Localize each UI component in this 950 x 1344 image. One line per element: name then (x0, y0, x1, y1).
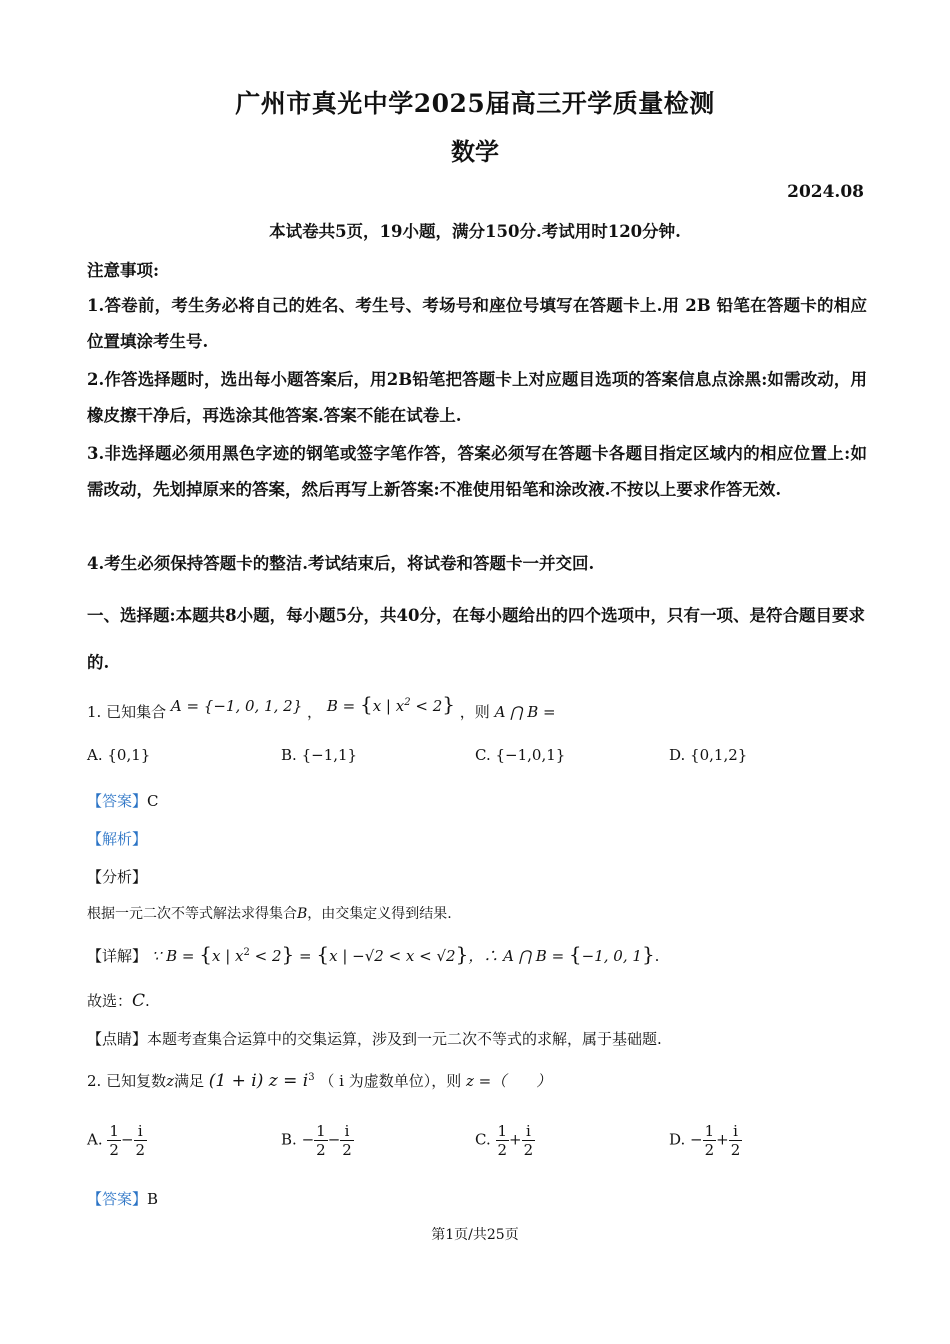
q2-option-d: D. − $\frac{1}{2}$ + $\frac{i}{2}$ (669, 1122, 741, 1159)
q2-option-c: C. $\frac{1}{2}$ + $\frac{i}{2}$ (475, 1122, 534, 1159)
page-footer: 第1页/共25页 (431, 1227, 519, 1243)
notes-heading: 注意事项: (87, 261, 160, 280)
q2-option-a: A. $\frac{1}{2}$ − $\frac{i}{2}$ (87, 1122, 146, 1159)
q1-detail: 【详解】 ∵ B = {x | $x^2 < 2\} = \{x$ | −√2 < x < √2}，∴ A ⋂ B = {−1, 0, 1}. (87, 942, 660, 966)
section-heading: 一、选择题:本题共8小题，每小题5分，共40分，在每小题给出的四个选项中，只有一项、是符合题目要求的. (87, 606, 866, 672)
q1-option-a: A. {0,1} (87, 746, 151, 764)
q1-fenxi: 根据一元二次不等式解法求得集合B，由交集定义得到结果. (87, 906, 452, 922)
note-item: 4.考生必须保持答题卡的整洁.考试结束后，将试卷和答题卡一并交回. (87, 554, 595, 573)
q1-fenxi-tag: 【分析】 (87, 868, 148, 886)
note-item: 2.作答选择题时，选出每小题答案后，用2B铅笔把答题卡上对应题目选项的答案信息点涂黑:如需改动，用橡皮擦干净后，再选涂其他答案.答案不能在试卷上. (87, 370, 867, 425)
q1-option-c: C. {−1,0,1} (475, 746, 566, 764)
note-item: 3.非选择题必须用黑色字迹的钢笔或签字笔作答，答案必须写在答题卡各题目指定区域内的相应位置上:如需改动，先划掉原来的答案，然后再写上新答案:不准使用铅笔和涂改液.不按以上要求作答无效. (87, 444, 867, 499)
exam-info: 本试卷共5页，19小题，满分150分.考试用时120分钟. (269, 222, 681, 241)
exam-subject: 数学 (451, 137, 499, 166)
exam-title: 广州市真光中学2025届高三开学质量检测 (235, 89, 715, 118)
q1-comment: 【点睛】本题考查集合运算中的交集运算，涉及到一元二次不等式的求解，属于基础题. (87, 1030, 662, 1048)
q1-answer: 【答案】C (87, 792, 159, 810)
q1-analysis-tag: 【解析】 (87, 830, 148, 848)
q2-option-b: B. − $\frac{1}{2}$ − $\frac{i}{2}$ (281, 1122, 352, 1159)
question-1: 1. 已知集合 A = {−1, 0, 1, 2} ， B = {x | $x^2 < 2$} ，则 A ⋂ B = (87, 692, 556, 721)
exam-date: 2024.08 (787, 182, 864, 202)
q1-option-b: B. {−1,1} (281, 746, 358, 764)
q2-answer: 【答案】B (87, 1190, 159, 1208)
q1-option-d: D. {0,1,2} (669, 746, 748, 764)
q1-choose: 故选：C. (87, 991, 150, 1011)
question-2: 2. 已知复数z满足 (1 + i) $z = i^3$ （ i 为虚数单位），则 z =（ ） (87, 1071, 552, 1091)
note-item: 1.答卷前，考生务必将自己的姓名、考生号、考场号和座位号填写在答题卡上.用 2B 铅笔在答题卡的相应位置填涂考生号. (87, 296, 867, 351)
